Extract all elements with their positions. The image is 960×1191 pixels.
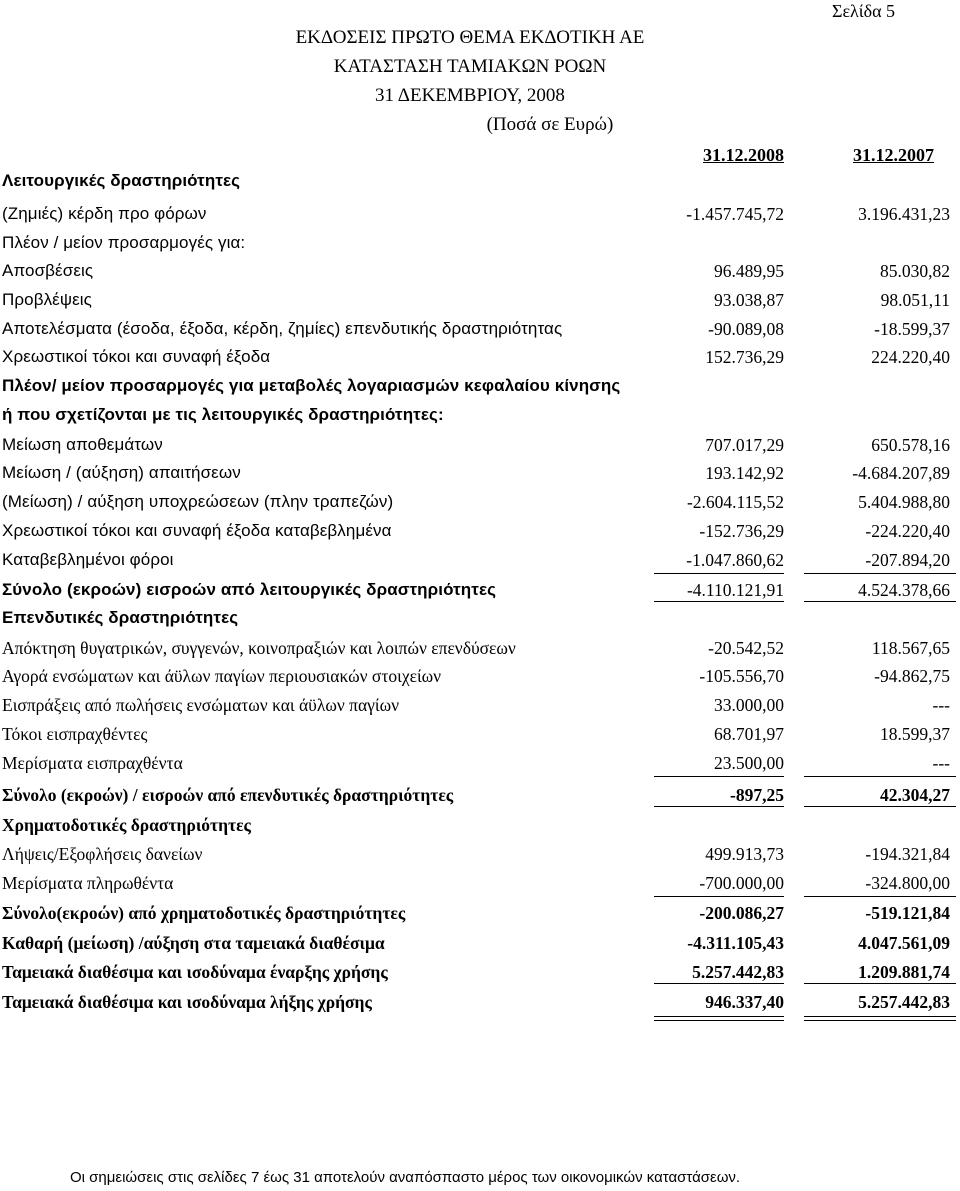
row-label: Αποσβέσεις [2,261,94,280]
value-2007: -324.800,00 [865,873,950,893]
company-name: ΕΚΔΟΣΕΙΣ ΠΡΩΤΟ ΘΕΜΑ ΕΚΔΟΤΙΚΗ ΑΕ [295,27,645,48]
row-label: Ταμειακά διαθέσιμα και ισοδύναμα έναρξης χρήσης [2,962,388,982]
row-label: Σύνολο (εκροών) / εισροών από επενδυτικές δραστηριότητες [2,785,454,805]
row-label: Μείωση / (αύξηση) απαιτήσεων [2,463,241,482]
table-row [0,203,960,225]
value-2008: 193.142,92 [705,463,784,483]
table-row [0,170,960,192]
value-2008: 152.736,29 [705,347,784,367]
row-label: Σύνολο (εκροών) εισροών από λειτουργικές δραστηριότητες [2,580,497,599]
row-label: ή που σχετίζονται με τις λειτουργικές δραστηριότητες: [2,405,444,424]
table-row [0,784,960,806]
row-label: Πλέον/ μείον προσαρμογές για μεταβολές λογαριασμών κεφαλαίου κίνησης [2,376,621,395]
value-2007: -18.599,37 [874,319,950,339]
table-row [0,991,960,1013]
value-2007: -207.894,20 [865,550,950,570]
value-2008: -4.311.105,43 [687,933,784,953]
subtotal-rule [654,573,784,574]
row-label: Καθαρή (μείωση) /αύξηση στα ταμειακά διαθέσιμα [2,933,385,953]
subtotal-rule [654,896,784,897]
table-row [0,694,960,716]
row-label: Αγορά ενσώματων και άϋλων παγίων περιουσιακών στοιχείων [2,666,442,686]
double-rule [804,1020,956,1021]
subtotal-rule [654,983,784,984]
value-2007: 18.599,37 [880,724,950,744]
table-row [0,375,960,397]
footer-note: Οι σημειώσεις στις σελίδες 7 έως 31 αποτελούν αναπόσπαστο μέρος των οικονομικών καταστάσεων. [70,1169,741,1186]
table-row [0,520,960,542]
table-row [0,637,960,659]
subtotal-rule [804,776,956,777]
table-row [0,232,960,254]
value-2008: 33.000,00 [714,695,784,715]
row-label: Πλέον / μείον προσαρμογές για: [2,233,246,252]
value-2007: -519.121,84 [865,903,950,923]
row-label: Καταβεβλημένοι φόροι [2,550,174,569]
value-2008: 68.701,97 [714,724,784,744]
row-label: Απόκτηση θυγατρικών, συγγενών, κοινοπραξιών και λοιπών επενδύσεων [2,638,516,658]
subtotal-rule [804,896,956,897]
statement-title: ΚΑΤΑΣΤΑΣΗ ΤΑΜΙΑΚΩΝ ΡΟΩΝ [333,56,607,77]
value-2008: 96.489,95 [714,261,784,281]
value-2008: 5.257.442,83 [692,962,784,982]
subtotal-rule [804,983,956,984]
value-2007: -224.220,40 [865,521,950,541]
table-row [0,346,960,368]
value-2008: 499.913,73 [705,844,784,864]
row-label: (Μείωση) / αύξηση υποχρεώσεων (πλην τραπεζών) [2,492,394,511]
value-2008: -1.457.745,72 [686,204,784,224]
row-label: Προβλέψεις [2,290,92,309]
table-row [0,434,960,456]
value-2008: 23.500,00 [714,753,784,773]
value-2008: -4.110.121,91 [686,580,784,600]
value-2007: 1.209.881,74 [858,962,950,982]
value-2007: 98.051,11 [880,290,950,310]
value-2007: --- [932,753,950,773]
row-label: Ταμειακά διαθέσιμα και ισοδύναμα λήξης χρήσης [2,992,372,1012]
row-label: Χρηματοδοτικές δραστηριότητες [2,815,251,835]
double-rule [654,1020,784,1021]
value-2008: -152.736,29 [699,521,784,541]
table-row [0,814,960,836]
value-2008: -105.556,70 [699,666,784,686]
double-rule [654,1016,784,1017]
row-label: Χρεωστικοί τόκοι και συναφή έξοδα καταβεβλημένα [2,521,392,540]
table-row [0,260,960,282]
value-2008: 946.337,40 [705,992,784,1012]
table-row [0,579,960,601]
row-label: Εισπράξεις από πωλήσεις ενσώματων και άϋλων παγίων [2,695,400,715]
value-2007: 5.257.442,83 [858,992,950,1012]
table-row [0,665,960,687]
value-2007: 5.404.988,80 [858,492,950,512]
table-row [0,404,960,426]
value-2007: 42.304,27 [880,785,950,805]
table-row [0,843,960,865]
total-rule [804,806,956,807]
table-row [0,289,960,311]
row-label: Επενδυτικές δραστηριότητες [2,608,239,627]
value-2007: -94.862,75 [874,666,950,686]
value-2008: 93.038,87 [714,290,784,310]
row-label: Τόκοι εισπραχθέντες [2,724,148,744]
double-rule [804,1016,956,1017]
total-rule [654,601,784,602]
row-label: Μερίσματα εισπραχθέντα [2,753,183,773]
statement-date: 31 ΔΕΚΕΜΒΡΙΟΥ, 2008 [375,85,565,106]
value-2008: -1.047.860,62 [686,550,784,570]
column-header-2008: 31.12.2008 [703,145,784,165]
table-row [0,961,960,983]
value-2008: -897,25 [730,785,784,805]
table-row [0,462,960,484]
subtotal-rule [804,573,956,574]
row-label: Μείωση αποθεμάτων [2,435,163,454]
value-2007: -194.321,84 [865,844,950,864]
value-2007: 85.030,82 [880,261,950,281]
table-row [0,872,960,894]
table-row [0,607,960,629]
value-2008: -700.000,00 [699,873,784,893]
value-2007: 650.578,16 [871,435,950,455]
row-label: Αποτελέσματα (έσοδα, έξοδα, κέρδη, ζημίες) επενδυτικής δραστηριότητας [2,319,563,338]
value-2008: -90.089,08 [708,319,784,339]
value-2007: 4.524.378,66 [858,580,950,600]
table-row [0,752,960,774]
subtotal-rule [654,776,784,777]
row-label: Λήψεις/Εξοφλήσεις δανείων [2,844,203,864]
column-header-2007: 31.12.2007 [853,145,934,165]
value-2008: -2.604.115,52 [686,492,784,512]
table-row [0,932,960,954]
value-2007: 4.047.561,09 [858,933,950,953]
value-2008: -200.086,27 [699,903,784,923]
table-row [0,318,960,340]
table-row [0,549,960,571]
row-label: (Ζημιές) κέρδη προ φόρων [2,204,207,223]
total-rule [654,806,784,807]
value-2007: 3.196.431,23 [858,204,950,224]
value-2007: --- [932,695,950,715]
total-rule [804,601,956,602]
table-row [0,902,960,924]
row-label: Μερίσματα πληρωθέντα [2,873,174,893]
page-number: Σελίδα 5 [832,1,896,21]
table-row [0,491,960,513]
row-label: Λειτουργικές δραστηριότητες [2,171,241,190]
value-2007: -4.684.207,89 [852,463,950,483]
value-2008: -20.542,52 [708,638,784,658]
row-label: Σύνολο(εκροών) από χρηματοδοτικές δραστηριότητες [2,903,406,923]
row-label: Χρεωστικοί τόκοι και συναφή έξοδα [2,347,271,366]
value-2007: 224.220,40 [871,347,950,367]
value-2007: 118.567,65 [871,638,950,658]
table-row [0,723,960,745]
currency-note: (Ποσά σε Ευρώ) [486,114,614,135]
value-2008: 707.017,29 [705,435,784,455]
